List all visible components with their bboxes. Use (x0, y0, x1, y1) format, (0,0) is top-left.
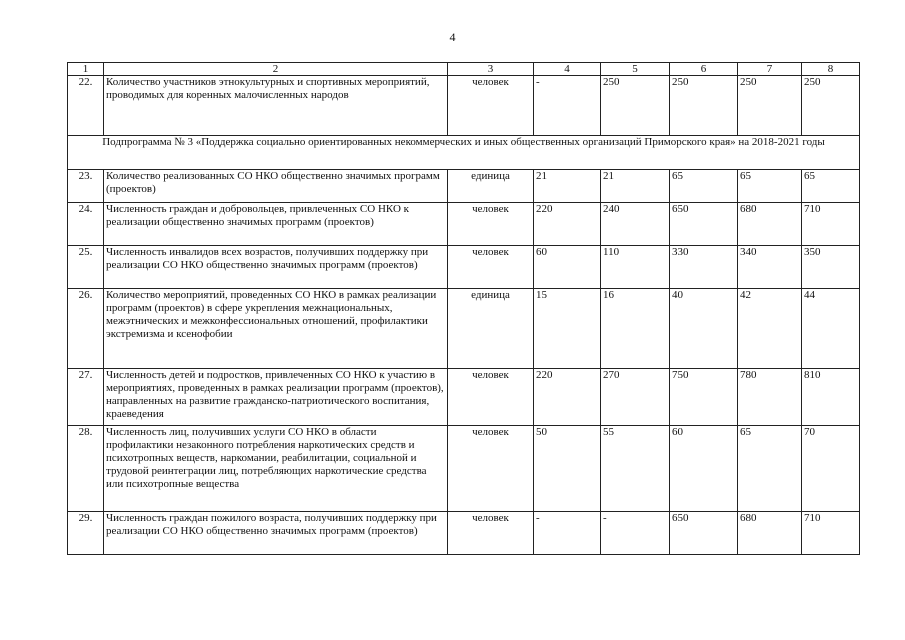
table-row (68, 246, 860, 289)
row-number: 26. (68, 289, 104, 369)
value-cell: 250 (601, 76, 670, 136)
unit-cell: единица (448, 170, 534, 203)
value-cell: 650 (670, 203, 738, 246)
value-cell: 350 (802, 246, 860, 289)
value-cell: 680 (738, 203, 802, 246)
value-cell: 44 (802, 289, 860, 369)
value-cell: 16 (601, 289, 670, 369)
row-number: 22. (68, 76, 104, 136)
table-row (68, 426, 860, 512)
value-cell: 60 (670, 426, 738, 512)
value-cell: 330 (670, 246, 738, 289)
row-number: 23. (68, 170, 104, 203)
value-cell: 55 (601, 426, 670, 512)
column-header: 2 (104, 63, 448, 76)
value-cell: 42 (738, 289, 802, 369)
value-cell: - (534, 76, 601, 136)
indicator-name: Количество участников этнокультурных и спортивных мероприятий, проводимых для коренных малочисленных народов (104, 76, 448, 136)
value-cell: 65 (738, 426, 802, 512)
row-number: 29. (68, 512, 104, 555)
column-header: 8 (802, 63, 860, 76)
table-row (68, 170, 860, 203)
value-cell: 65 (670, 170, 738, 203)
indicators-table (67, 62, 860, 555)
value-cell: 15 (534, 289, 601, 369)
indicator-name: Количество реализованных СО НКО общественно значимых программ (проектов) (104, 170, 448, 203)
table-row (68, 289, 860, 369)
value-cell: 60 (534, 246, 601, 289)
column-header: 1 (68, 63, 104, 76)
table-row (68, 76, 860, 136)
column-header: 7 (738, 63, 802, 76)
value-cell: 810 (802, 369, 860, 426)
subprogram-title: Подпрограмма № 3 «Поддержка социально ориентированных некоммерческих и иных общественных организаций Приморского края» на 2018-2021 годы (68, 136, 860, 170)
table-row (68, 203, 860, 246)
row-number: 27. (68, 369, 104, 426)
table-row (68, 512, 860, 555)
column-header: 4 (534, 63, 601, 76)
value-cell: 70 (802, 426, 860, 512)
indicator-name: Численность граждан пожилого возраста, получивших поддержку при реализации СО НКО общественно значимых программ (проектов) (104, 512, 448, 555)
unit-cell: человек (448, 246, 534, 289)
unit-cell: человек (448, 76, 534, 136)
value-cell: 220 (534, 203, 601, 246)
value-cell: 40 (670, 289, 738, 369)
value-cell: - (534, 512, 601, 555)
indicator-name: Численность инвалидов всех возрастов, получивших поддержку при реализации СО НКО общественно значимых программ (проектов) (104, 246, 448, 289)
unit-cell: человек (448, 203, 534, 246)
value-cell: 750 (670, 369, 738, 426)
column-header: 5 (601, 63, 670, 76)
column-number-row (68, 63, 860, 76)
value-cell: 65 (802, 170, 860, 203)
value-cell: 65 (738, 170, 802, 203)
value-cell: 250 (738, 76, 802, 136)
page-number: 4 (449, 30, 456, 44)
unit-cell: человек (448, 369, 534, 426)
subprogram-row (68, 136, 860, 170)
value-cell: 21 (534, 170, 601, 203)
row-number: 28. (68, 426, 104, 512)
value-cell: 650 (670, 512, 738, 555)
row-number: 24. (68, 203, 104, 246)
value-cell: 710 (802, 512, 860, 555)
value-cell: - (601, 512, 670, 555)
value-cell: 780 (738, 369, 802, 426)
value-cell: 340 (738, 246, 802, 289)
value-cell: 50 (534, 426, 601, 512)
unit-cell: человек (448, 512, 534, 555)
column-header: 3 (448, 63, 534, 76)
indicator-name: Численность лиц, получивших услуги СО НКО в области профилактики незаконного потребления наркотических средств и психотропных веществ, наркомании, реабилитации, социальной и трудовой реинтеграции лиц, потребляющих наркотические средства или психотропные вещества (104, 426, 448, 512)
table-row (68, 369, 860, 426)
value-cell: 680 (738, 512, 802, 555)
unit-cell: человек (448, 426, 534, 512)
indicator-name: Численность детей и подростков, привлеченных СО НКО к участию в мероприятиях, проведенных в рамках реализации программ (проектов), направленных на развитие гражданско-патриотического воспитания, краеведения (104, 369, 448, 426)
value-cell: 21 (601, 170, 670, 203)
row-number: 25. (68, 246, 104, 289)
value-cell: 220 (534, 369, 601, 426)
column-header: 6 (670, 63, 738, 76)
indicator-name: Численность граждан и добровольцев, привлеченных СО НКО к реализации общественно значимых программ (проектов) (104, 203, 448, 246)
indicator-name: Количество мероприятий, проведенных СО НКО в рамках реализации программ (проектов) в сфере укрепления межнациональных, межэтнических и межконфессиональных отношений, профилактики экстремизма и ксенофобии (104, 289, 448, 369)
value-cell: 710 (802, 203, 860, 246)
value-cell: 270 (601, 369, 670, 426)
value-cell: 250 (670, 76, 738, 136)
value-cell: 250 (802, 76, 860, 136)
value-cell: 110 (601, 246, 670, 289)
value-cell: 240 (601, 203, 670, 246)
unit-cell: единица (448, 289, 534, 369)
